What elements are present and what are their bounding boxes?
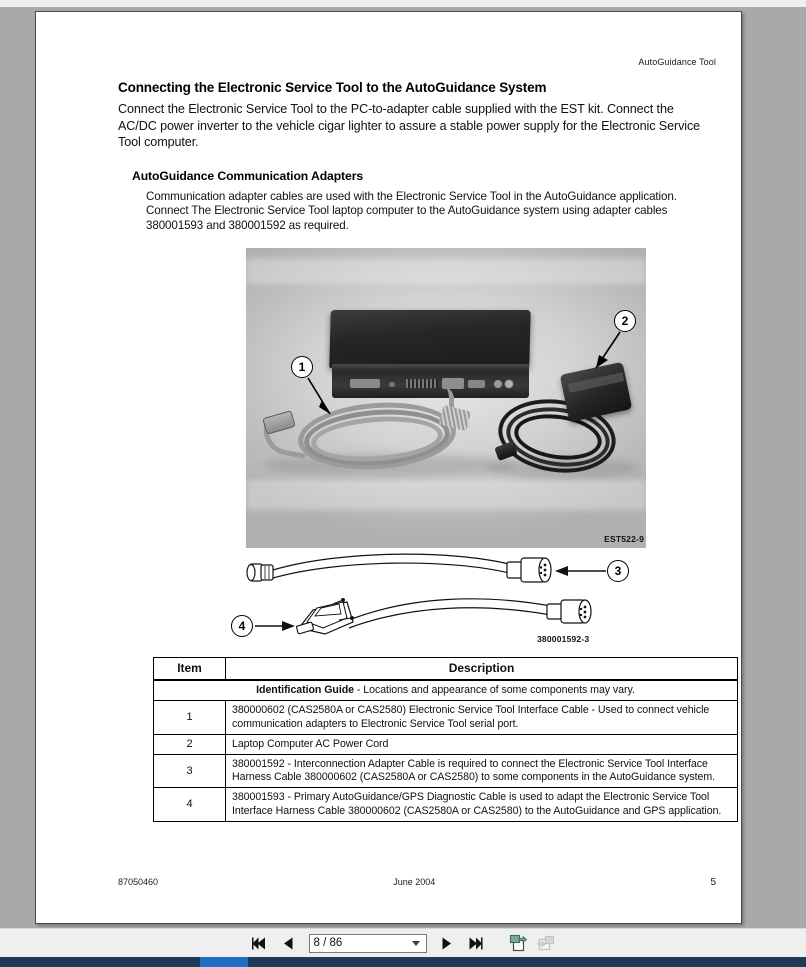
continuous-view-icon	[537, 934, 556, 952]
table-row	[154, 755, 738, 788]
callout-leader-lines	[246, 248, 646, 548]
callout-3: 3	[607, 560, 629, 582]
item-number: 1	[154, 701, 226, 734]
callout-4: 4	[231, 615, 253, 637]
section-paragraph: Connect the Electronic Service Tool to the PC-to-adapter cable supplied with the EST kit. Connect the AC/DC power inverter to the vehicle cigar lighter to assure a stable power supply for the Electronic Service Tool computer.	[118, 102, 701, 150]
progress-indicator	[200, 957, 248, 967]
item-description: Laptop Computer AC Power Cord	[226, 734, 738, 754]
figure-lineart-380001592-3	[221, 548, 661, 648]
subsection-title: AutoGuidance Communication Adapters	[132, 168, 364, 183]
page-footer	[118, 877, 716, 888]
last-page-icon	[468, 937, 483, 950]
page-number-combobox[interactable]	[309, 934, 427, 953]
photo-caption: EST522-9	[604, 534, 644, 544]
cable-line-drawings	[221, 548, 661, 648]
cable-3-left-connector	[247, 564, 273, 581]
single-page-view-icon	[508, 934, 527, 952]
item-description: 380000602 (CAS2580A or CAS2580) Electronic Service Tool Interface Cable - Used to connect vehicle communication adapters to Electronic Service Tool serial port.	[226, 701, 738, 734]
first-page-icon	[252, 937, 267, 950]
continuous-view-button[interactable]	[536, 933, 558, 954]
lineart-caption: 380001592-3	[537, 634, 590, 644]
table-row-guide	[154, 680, 738, 701]
viewer-top-strip	[0, 0, 806, 7]
cable-3-right-connector	[507, 558, 551, 582]
cable-4-right-connector	[547, 600, 591, 623]
item-description: 380001593 - Primary AutoGuidance/GPS Diagnostic Cable is used to adapt the Electronic Service Tool Interface Harness Cable 380000602 (CAS2580A or CAS2580) to the AutoGuidance and GPS application.	[226, 788, 738, 821]
column-header-item: Item	[154, 658, 226, 681]
identification-guide-text: - Locations and appearance of some components may vary.	[354, 684, 635, 697]
first-page-button[interactable]	[249, 933, 271, 954]
chevron-down-icon	[412, 941, 420, 946]
single-page-view-button[interactable]	[507, 933, 529, 954]
page-number-value: 8 / 86	[313, 937, 343, 949]
column-header-description: Description	[226, 658, 738, 681]
pdf-canvas-area[interactable]	[0, 7, 806, 928]
identification-guide-label: Identification Guide	[256, 684, 355, 697]
item-number: 2	[154, 734, 226, 754]
callout-1: 1	[291, 356, 313, 378]
parts-table	[153, 657, 738, 822]
next-page-button[interactable]	[436, 933, 458, 954]
running-head: AutoGuidance Tool	[638, 57, 716, 67]
subsection-paragraph: Communication adapter cables are used with the Electronic Service Tool in the AutoGuidance application. Connect The Electronic Service Tool laptop computer to the AutoGuidance system using adapter cables 380001593 and 380001592 as required.	[146, 189, 677, 232]
figure-photo-est522-9	[246, 248, 646, 548]
last-page-button[interactable]	[465, 933, 487, 954]
page-title: Connecting the Electronic Service Tool to the AutoGuidance System	[118, 80, 547, 95]
footer-page-number: 5	[710, 877, 716, 888]
footer-document-number: 87050460	[118, 877, 159, 887]
table-row	[154, 701, 738, 734]
table-row	[154, 734, 738, 754]
chevron-left-icon	[283, 937, 294, 950]
item-number: 4	[154, 788, 226, 821]
cable-4-db9-connector	[296, 598, 354, 634]
previous-page-button[interactable]	[278, 933, 300, 954]
document-page	[35, 11, 742, 924]
item-number: 3	[154, 755, 226, 788]
identification-guide-cell	[154, 680, 738, 701]
page-content	[118, 80, 701, 234]
status-bar	[0, 957, 806, 967]
chevron-right-icon	[441, 937, 452, 950]
table-header-row	[154, 658, 738, 681]
viewer-toolbar	[0, 928, 806, 957]
footer-date: June 2004	[393, 877, 436, 887]
item-description: 380001592 - Interconnection Adapter Cable is required to connect the Electronic Service Tool Interface Harness Cable 380000602 (CAS2580A or CAS2580) to some components in the AutoGuidance system.	[226, 755, 738, 788]
table-row	[154, 788, 738, 821]
callout-2: 2	[614, 310, 636, 332]
